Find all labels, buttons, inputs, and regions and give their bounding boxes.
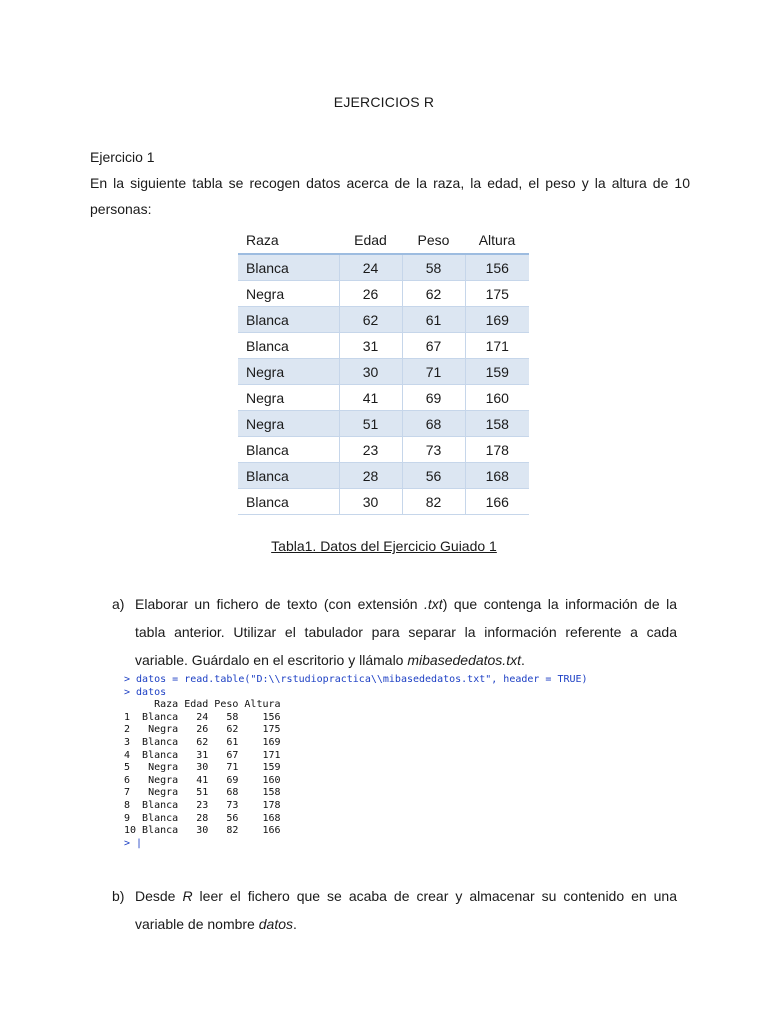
table-row [238, 385, 529, 411]
cell-raza: Negra [238, 385, 339, 411]
item-text-part: leer el fichero que se acaba de crear y almacenar su contenido en una variable de nombre [135, 888, 678, 932]
cell-altura: 178 [465, 437, 529, 463]
cell-altura: 169 [465, 307, 529, 333]
cell-raza: Negra [238, 359, 339, 385]
cell-altura: 166 [465, 489, 529, 515]
header-raza: Raza [246, 232, 279, 248]
header-edad: Edad [354, 232, 387, 248]
cell-raza: Blanca [238, 463, 339, 489]
item-b [112, 882, 677, 938]
table-row [238, 333, 529, 359]
cell-edad: 28 [339, 463, 402, 489]
console-output-line: 3 Blanca 62 61 169 [124, 736, 281, 748]
cell-raza: Negra [238, 281, 339, 307]
cell-edad: 26 [339, 281, 402, 307]
cell-peso: 61 [402, 307, 465, 333]
console-output-line: 6 Negra 41 69 160 [124, 774, 281, 786]
table-row [238, 307, 529, 333]
table-row [238, 254, 529, 281]
cell-edad: 30 [339, 359, 402, 385]
console-output-line: 8 Blanca 23 73 178 [124, 799, 281, 811]
cell-edad: 41 [339, 385, 402, 411]
table-row [238, 463, 529, 489]
table-row [238, 411, 529, 437]
item-text-part: . [293, 916, 297, 932]
cell-peso: 56 [402, 463, 465, 489]
console-output-line: 9 Blanca 28 56 168 [124, 812, 281, 824]
console-output-line: 5 Negra 30 71 159 [124, 762, 281, 774]
cell-raza: Blanca [238, 254, 339, 281]
cell-altura: 168 [465, 463, 529, 489]
console-output-line: 7 Negra 51 68 158 [124, 787, 281, 799]
console-output-line: 10 Blanca 30 82 166 [124, 825, 281, 837]
item-text-part: mibasededatos.txt [407, 652, 521, 668]
console-output-line: 4 Blanca 31 67 171 [124, 749, 281, 761]
cell-altura: 171 [465, 333, 529, 359]
item-b-text [135, 882, 677, 938]
item-a-marker: a) [112, 596, 125, 612]
cell-altura: 160 [465, 385, 529, 411]
table-row [238, 281, 529, 307]
cell-edad: 31 [339, 333, 402, 359]
cell-altura: 158 [465, 411, 529, 437]
cell-edad: 51 [339, 411, 402, 437]
console-output-line: Raza Edad Peso Altura [124, 699, 281, 711]
console-command-line: > | [124, 837, 143, 849]
item-text-part: .txt [424, 596, 443, 612]
table-caption [0, 538, 768, 554]
cell-peso: 82 [402, 489, 465, 515]
item-a-text [135, 590, 677, 674]
console-command-line: > datos [124, 686, 167, 698]
item-b-marker: b) [112, 888, 125, 904]
cell-altura: 159 [465, 359, 529, 385]
cell-peso: 68 [402, 411, 465, 437]
cell-raza: Blanca [238, 333, 339, 359]
header-altura: Altura [478, 232, 516, 248]
table-caption-text: Tabla1. Datos del Ejercicio Guiado 1 [271, 538, 497, 554]
r-console-output [124, 674, 644, 850]
cell-edad: 30 [339, 489, 402, 515]
table-row [238, 489, 529, 515]
table-row [238, 437, 529, 463]
cell-raza: Blanca [238, 307, 339, 333]
item-text-part: ) que contenga la información de la tabla anterior. Utilizar el tabulador para separar la información referente a cada variable. Guárdalo en el escritorio y llámalo [135, 596, 677, 668]
cell-peso: 58 [402, 254, 465, 281]
cell-peso: 67 [402, 333, 465, 359]
cell-peso: 62 [402, 281, 465, 307]
cell-raza: Negra [238, 411, 339, 437]
data-table [238, 227, 529, 515]
console-command-line: > datos = read.table("D:\\rstudiopractica\\mibasededatos.txt", header = TRUE) [124, 674, 588, 685]
item-a [112, 590, 677, 674]
table-body [238, 254, 529, 515]
cell-peso: 73 [402, 437, 465, 463]
cell-altura: 156 [465, 254, 529, 281]
item-text-part: R [182, 888, 193, 904]
item-text-part: . [520, 652, 525, 668]
cell-peso: 71 [402, 359, 465, 385]
item-text-part: datos [258, 916, 293, 932]
cell-raza: Blanca [238, 437, 339, 463]
header-peso: Peso [417, 232, 450, 248]
exercise-title: Ejercicio 1 [90, 149, 155, 165]
cell-edad: 23 [339, 437, 402, 463]
console-output-line: 1 Blanca 24 58 156 [124, 711, 281, 723]
document-title: EJERCICIOS R [333, 94, 435, 110]
table-header-row [238, 227, 529, 254]
cell-edad: 24 [339, 254, 402, 281]
exercise-intro: En la siguiente tabla se recogen datos acerca de la raza, la edad, el peso y la altura de 10 personas: [90, 175, 690, 217]
table-row [238, 359, 529, 385]
console-output-line: 2 Negra 26 62 175 [124, 724, 281, 736]
cell-altura: 175 [465, 281, 529, 307]
item-text-part: Desde [135, 888, 183, 904]
cell-edad: 62 [339, 307, 402, 333]
cell-raza: Blanca [238, 489, 339, 515]
cell-peso: 69 [402, 385, 465, 411]
item-text-part: Elaborar un fichero de texto (con extensión [135, 596, 425, 612]
